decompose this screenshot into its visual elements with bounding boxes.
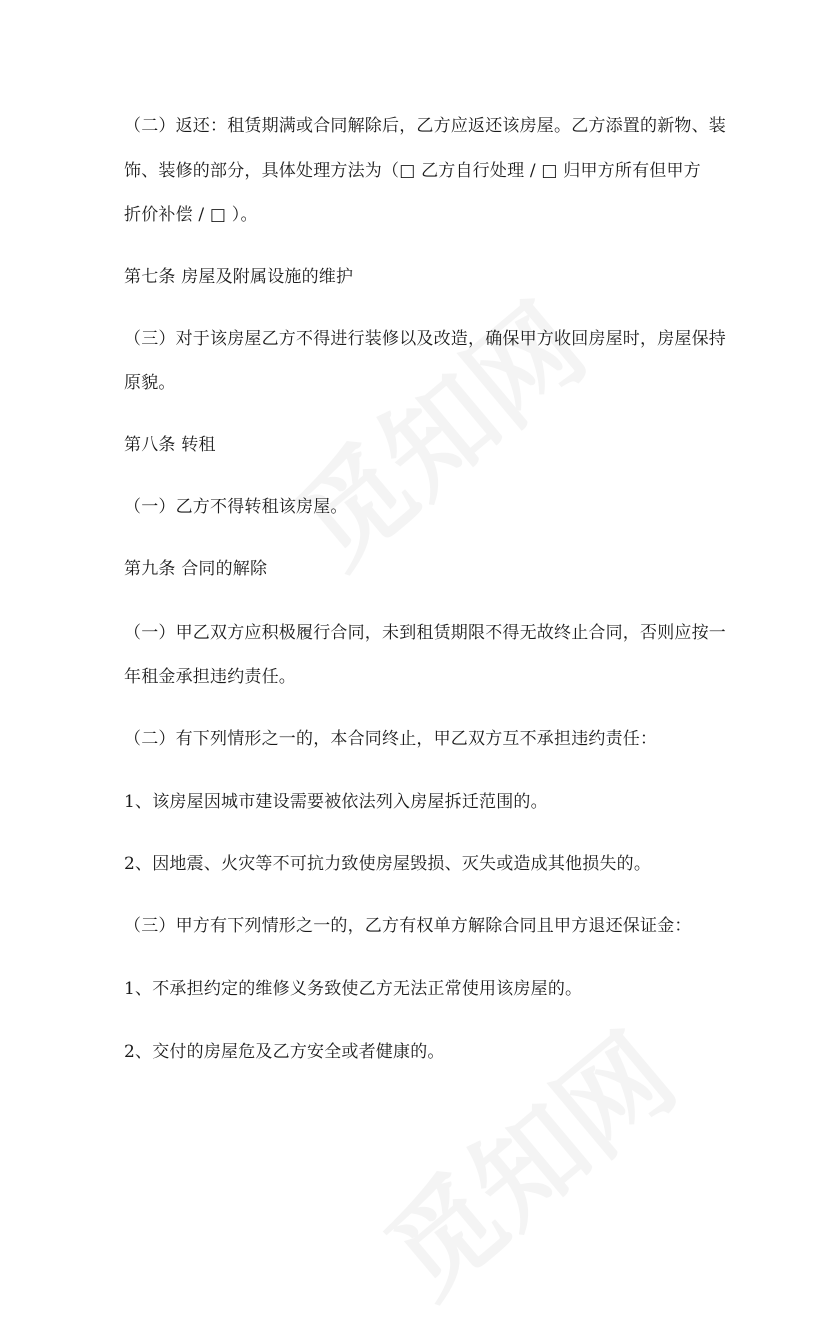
paragraph-maintenance-line-2: 原貌。 (124, 373, 176, 393)
paragraph-termination-line-2: 年租金承担违约责任。 (124, 667, 296, 687)
article-9-heading: 第九条 合同的解除 (124, 559, 268, 579)
list-item-maintenance-failure: 1、不承担约定的维修义务致使乙方无法正常使用该房屋的。 (124, 979, 583, 999)
list-item-demolition: 1、该房屋因城市建设需要被依法列入房屋拆迁范围的。 (124, 792, 548, 812)
paragraph-return-line-1: （二）返还：租赁期满或合同解除后，乙方应返还该房屋。乙方添置的新物、装 (124, 116, 726, 136)
watermark (258, 262, 612, 595)
paragraph-return-line-3: 折价补偿 / □ ）。 (124, 205, 258, 225)
list-item-unsafe-housing: 2、交付的房屋危及乙方安全或者健康的。 (124, 1042, 445, 1062)
article-8-heading: 第八条 转租 (124, 435, 216, 455)
list-item-force-majeure: 2、因地震、火灾等不可抗力致使房屋毁损、灭失或造成其他损失的。 (124, 854, 652, 874)
paragraph-termination-conditions: （二）有下列情形之一的，本合同终止，甲乙双方互不承担违约责任： (124, 729, 658, 749)
paragraph-sublease: （一）乙方不得转租该房屋。 (124, 497, 348, 517)
paragraph-return-line-2: 饰、装修的部分，具体处理方法为（□ 乙方自行处理 / □ 归甲方所有但甲方 (124, 161, 701, 181)
paragraph-maintenance-line-1: （三）对于该房屋乙方不得进行装修以及改造，确保甲方收回房屋时，房屋保持 (124, 329, 726, 349)
paragraph-lessee-rescission: （三）甲方有下列情形之一的，乙方有权单方解除合同且甲方退还保证金： (124, 916, 692, 936)
article-7-heading: 第七条 房屋及附属设施的维护 (124, 267, 354, 287)
paragraph-termination-line-1: （一）甲乙双方应积极履行合同，未到租赁期限不得无故终止合同，否则应按一 (124, 623, 726, 643)
